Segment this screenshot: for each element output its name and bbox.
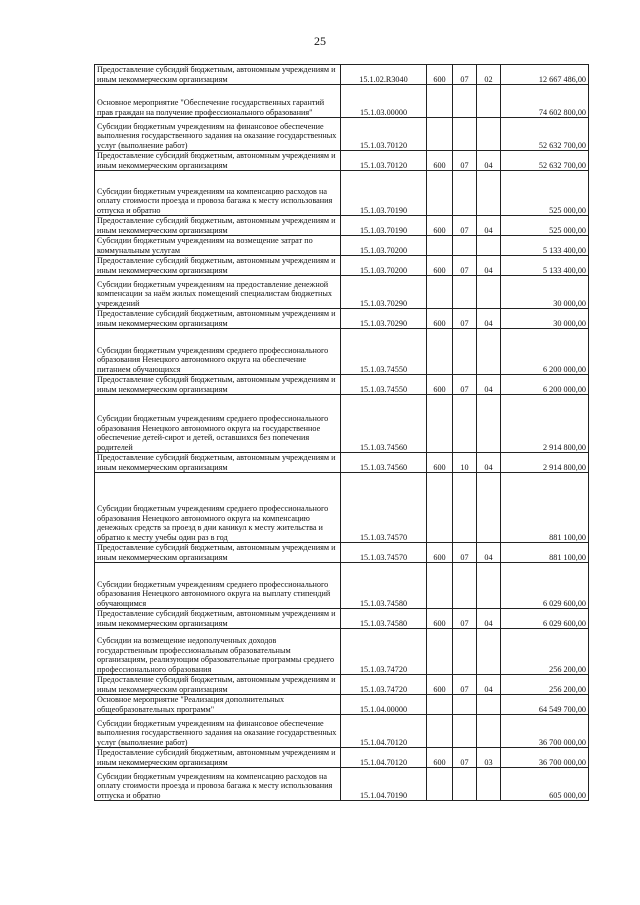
row-expense-type	[427, 695, 453, 715]
row-section: 07	[453, 675, 477, 695]
row-code: 15.1.03.70190	[341, 216, 427, 236]
row-section: 07	[453, 151, 477, 171]
row-expense-type: 600	[427, 609, 453, 629]
row-expense-type: 600	[427, 543, 453, 563]
row-subsection: 02	[477, 65, 501, 85]
row-code: 15.1.03.70200	[341, 236, 427, 256]
row-name: Основное мероприятие "Реализация дополнительных общеобразовательных программ"	[95, 695, 341, 715]
row-subsection: 04	[477, 675, 501, 695]
row-code: 15.1.04.70120	[341, 748, 427, 768]
table-row	[95, 276, 589, 309]
table-row	[95, 375, 589, 395]
row-sum: 12 667 486,00	[501, 65, 589, 85]
row-subsection	[477, 695, 501, 715]
table-row	[95, 748, 589, 768]
table-row	[95, 695, 589, 715]
row-code: 15.1.03.74570	[341, 543, 427, 563]
row-section	[453, 563, 477, 609]
row-subsection: 04	[477, 309, 501, 329]
row-sum: 256 200,00	[501, 629, 589, 675]
row-code: 15.1.03.74580	[341, 609, 427, 629]
row-expense-type: 600	[427, 256, 453, 276]
row-section: 10	[453, 453, 477, 473]
row-section	[453, 695, 477, 715]
row-subsection	[477, 629, 501, 675]
row-name: Предоставление субсидий бюджетным, автономным учреждениям и иным некоммерческим организациям	[95, 65, 341, 85]
row-expense-type	[427, 715, 453, 748]
row-subsection	[477, 563, 501, 609]
row-expense-type	[427, 85, 453, 118]
row-name: Субсидии бюджетным учреждениям среднего профессионального образования Ненецкого автономного округа на государственное обеспечение детей-сирот и детей, оставшихся без попечения родителей	[95, 395, 341, 453]
row-sum: 6 200 000,00	[501, 329, 589, 375]
row-subsection	[477, 118, 501, 151]
row-section: 07	[453, 609, 477, 629]
row-code: 15.1.02.R3040	[341, 65, 427, 85]
row-section	[453, 171, 477, 216]
row-subsection	[477, 473, 501, 543]
row-subsection: 04	[477, 151, 501, 171]
row-section: 07	[453, 748, 477, 768]
row-expense-type	[427, 118, 453, 151]
row-subsection	[477, 715, 501, 748]
row-section	[453, 629, 477, 675]
row-sum: 881 100,00	[501, 473, 589, 543]
row-code: 15.1.03.74580	[341, 563, 427, 609]
page-number: 25	[314, 34, 326, 48]
row-section: 07	[453, 256, 477, 276]
row-section	[453, 715, 477, 748]
row-expense-type	[427, 276, 453, 309]
row-expense-type: 600	[427, 216, 453, 236]
row-section: 07	[453, 543, 477, 563]
row-expense-type	[427, 171, 453, 216]
row-expense-type	[427, 236, 453, 256]
row-code: 15.1.03.74550	[341, 375, 427, 395]
row-name: Субсидии на возмещение недополученных доходов государственным профессиональным образовательным организациям, реализующим образовательные программы среднего профессионального образования	[95, 629, 341, 675]
row-sum: 74 602 800,00	[501, 85, 589, 118]
row-expense-type: 600	[427, 453, 453, 473]
row-name: Основное мероприятие "Обеспечение государственных гарантий прав граждан на получение профессионального образования"	[95, 85, 341, 118]
row-name: Субсидии бюджетным учреждениям на финансовое обеспечение выполнения государственного задания на оказание государственных услуг (выполнение работ)	[95, 118, 341, 151]
row-name: Предоставление субсидий бюджетным, автономным учреждениям и иным некоммерческим организациям	[95, 309, 341, 329]
row-sum: 52 632 700,00	[501, 118, 589, 151]
table-row	[95, 473, 589, 543]
row-name: Субсидии бюджетным учреждениям на компенсацию расходов на оплату стоимости проезда и провоза багажа к месту использования отпуска и обратно	[95, 171, 341, 216]
row-sum: 6 200 000,00	[501, 375, 589, 395]
row-expense-type	[427, 768, 453, 801]
row-name: Предоставление субсидий бюджетным, автономным учреждениям и иным некоммерческим организациям	[95, 609, 341, 629]
row-name: Субсидии бюджетным учреждениям на возмещение затрат по коммунальным услугам	[95, 236, 341, 256]
row-code: 15.1.04.00000	[341, 695, 427, 715]
row-expense-type	[427, 329, 453, 375]
table-row	[95, 309, 589, 329]
row-name: Субсидии бюджетным учреждениям среднего профессионального образования Ненецкого автономного округа на компенсацию денежных средств за проезд в дни каникул к месту жительства и обратно к месту учебы один раз в год	[95, 473, 341, 543]
row-subsection	[477, 329, 501, 375]
row-section	[453, 395, 477, 453]
table-row	[95, 609, 589, 629]
row-sum: 5 133 400,00	[501, 256, 589, 276]
row-sum: 30 000,00	[501, 276, 589, 309]
row-expense-type	[427, 629, 453, 675]
row-code: 15.1.03.74720	[341, 629, 427, 675]
row-sum: 2 914 800,00	[501, 395, 589, 453]
row-expense-type	[427, 395, 453, 453]
table-row	[95, 395, 589, 453]
row-name: Субсидии бюджетным учреждениям среднего профессионального образования Ненецкого автономного округа на выплату стипендий обучающимся	[95, 563, 341, 609]
row-sum: 5 133 400,00	[501, 236, 589, 256]
row-name: Предоставление субсидий бюджетным, автономным учреждениям и иным некоммерческим организациям	[95, 748, 341, 768]
row-sum: 36 700 000,00	[501, 748, 589, 768]
row-expense-type: 600	[427, 748, 453, 768]
row-subsection	[477, 171, 501, 216]
row-name: Предоставление субсидий бюджетным, автономным учреждениям и иным некоммерческим организациям	[95, 543, 341, 563]
table-row	[95, 675, 589, 695]
row-subsection: 04	[477, 609, 501, 629]
row-code: 15.1.03.74570	[341, 473, 427, 543]
row-section: 07	[453, 375, 477, 395]
row-code: 15.1.03.70120	[341, 151, 427, 171]
row-expense-type	[427, 563, 453, 609]
row-code: 15.1.03.70290	[341, 309, 427, 329]
row-section	[453, 276, 477, 309]
table-row	[95, 453, 589, 473]
row-expense-type: 600	[427, 309, 453, 329]
row-sum: 30 000,00	[501, 309, 589, 329]
row-expense-type: 600	[427, 675, 453, 695]
table-row	[95, 563, 589, 609]
row-subsection	[477, 395, 501, 453]
row-sum: 6 029 600,00	[501, 609, 589, 629]
row-sum: 6 029 600,00	[501, 563, 589, 609]
row-code: 15.1.03.70120	[341, 118, 427, 151]
row-subsection: 03	[477, 748, 501, 768]
row-subsection	[477, 768, 501, 801]
row-name: Предоставление субсидий бюджетным, автономным учреждениям и иным некоммерческим организациям	[95, 375, 341, 395]
row-code: 15.1.03.74560	[341, 453, 427, 473]
row-code: 15.1.03.74720	[341, 675, 427, 695]
row-subsection: 04	[477, 216, 501, 236]
table-row	[95, 256, 589, 276]
table-row	[95, 543, 589, 563]
row-sum: 525 000,00	[501, 171, 589, 216]
budget-table-body	[95, 65, 589, 801]
budget-table	[94, 64, 589, 801]
row-name: Предоставление субсидий бюджетным, автономным учреждениям и иным некоммерческим организациям	[95, 453, 341, 473]
row-section: 07	[453, 65, 477, 85]
row-code: 15.1.03.70290	[341, 276, 427, 309]
row-name: Субсидии бюджетным учреждениям на предоставление денежной компенсации за наём жилых помещений специалистам бюджетных учреждений	[95, 276, 341, 309]
row-code: 15.1.03.74550	[341, 329, 427, 375]
row-name: Предоставление субсидий бюджетным, автономным учреждениям и иным некоммерческим организациям	[95, 256, 341, 276]
row-sum: 64 549 700,00	[501, 695, 589, 715]
table-row	[95, 118, 589, 151]
row-section	[453, 236, 477, 256]
table-row	[95, 715, 589, 748]
table-row	[95, 85, 589, 118]
row-section	[453, 768, 477, 801]
row-name: Предоставление субсидий бюджетным, автономным учреждениям и иным некоммерческим организациям	[95, 675, 341, 695]
row-expense-type	[427, 473, 453, 543]
row-code: 15.1.03.00000	[341, 85, 427, 118]
row-name: Субсидии бюджетным учреждениям среднего профессионального образования Ненецкого автономного округа на обеспечение питанием обучающихся	[95, 329, 341, 375]
row-section: 07	[453, 216, 477, 236]
row-code: 15.1.03.74560	[341, 395, 427, 453]
row-sum: 2 914 800,00	[501, 453, 589, 473]
row-subsection	[477, 85, 501, 118]
row-sum: 525 000,00	[501, 216, 589, 236]
row-section: 07	[453, 309, 477, 329]
row-section	[453, 473, 477, 543]
row-section	[453, 118, 477, 151]
table-row	[95, 329, 589, 375]
row-subsection: 04	[477, 256, 501, 276]
row-code: 15.1.03.70200	[341, 256, 427, 276]
table-row	[95, 171, 589, 216]
row-section	[453, 329, 477, 375]
row-code: 15.1.03.70190	[341, 171, 427, 216]
row-section	[453, 85, 477, 118]
row-subsection	[477, 236, 501, 256]
row-sum: 881 100,00	[501, 543, 589, 563]
row-subsection: 04	[477, 453, 501, 473]
table-row	[95, 65, 589, 85]
table-row	[95, 768, 589, 801]
table-row	[95, 236, 589, 256]
row-subsection	[477, 276, 501, 309]
row-subsection: 04	[477, 375, 501, 395]
row-sum: 256 200,00	[501, 675, 589, 695]
row-name: Субсидии бюджетным учреждениям на финансовое обеспечение выполнения государственного задания на оказание государственных услуг (выполнение работ)	[95, 715, 341, 748]
row-sum: 36 700 000,00	[501, 715, 589, 748]
table-row	[95, 216, 589, 236]
row-expense-type: 600	[427, 151, 453, 171]
row-sum: 52 632 700,00	[501, 151, 589, 171]
row-code: 15.1.04.70120	[341, 715, 427, 748]
row-sum: 605 000,00	[501, 768, 589, 801]
table-row	[95, 151, 589, 171]
row-name: Субсидии бюджетным учреждениям на компенсацию расходов на оплату стоимости проезда и провоза багажа к месту использования отпуска и обратно	[95, 768, 341, 801]
row-expense-type: 600	[427, 375, 453, 395]
row-name: Предоставление субсидий бюджетным, автономным учреждениям и иным некоммерческим организациям	[95, 151, 341, 171]
row-code: 15.1.04.70190	[341, 768, 427, 801]
row-name: Предоставление субсидий бюджетным, автономным учреждениям и иным некоммерческим организациям	[95, 216, 341, 236]
table-row	[95, 629, 589, 675]
row-subsection: 04	[477, 543, 501, 563]
row-expense-type: 600	[427, 65, 453, 85]
